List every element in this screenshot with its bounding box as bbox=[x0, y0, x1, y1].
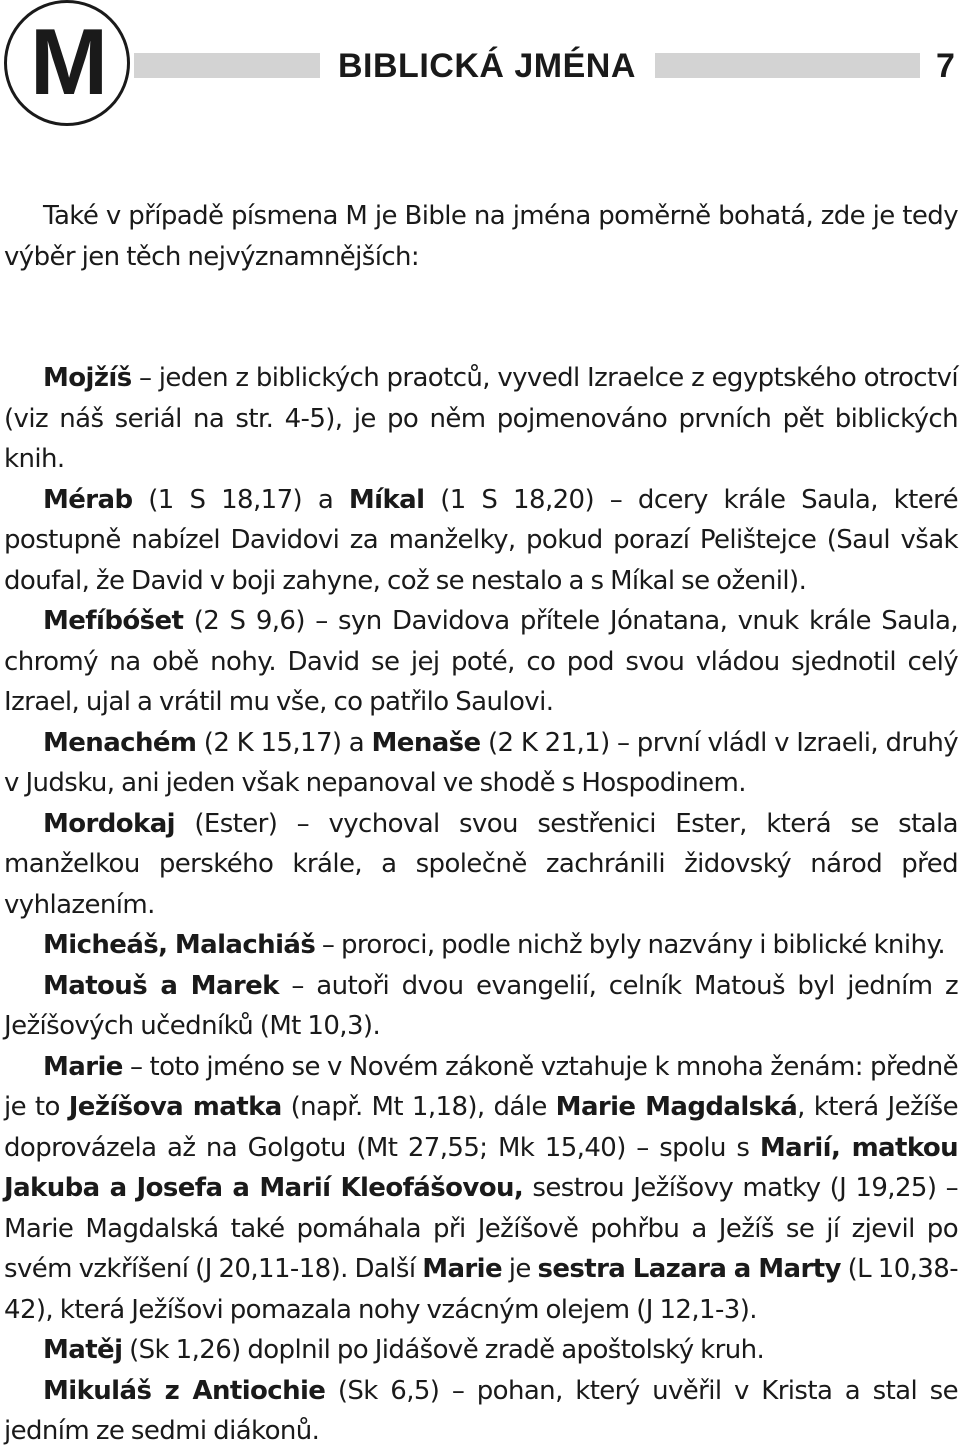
entry-text: (Sk 6,5) – pohan, který uvěřil v Krista a stal se jedním ze sedmi diákonů. bbox=[4, 1375, 958, 1446]
entry-name: Mordokaj bbox=[43, 808, 175, 839]
entry-micheas-malachias bbox=[4, 925, 958, 966]
entry-name: Menachém bbox=[43, 727, 197, 758]
entry-name: Marie bbox=[422, 1254, 502, 1284]
entry-mikulas bbox=[4, 1371, 958, 1452]
section-letter-badge bbox=[4, 0, 130, 126]
entry-name: Matouš a Marek bbox=[43, 970, 279, 1001]
entry-text: je bbox=[501, 1254, 538, 1284]
entry-merab-mikal bbox=[4, 480, 958, 602]
entry-matej bbox=[4, 1330, 958, 1371]
entry-text: (2 K 15,17) a bbox=[196, 727, 372, 758]
entry-text: (L 10,38-42), která Ježíšovi pomazala nohy vzácným olejem (J 12,1-3). bbox=[4, 1254, 958, 1325]
intro-paragraph: Také v případě písmena M je Bible na jména poměrně bohatá, zde je tedy výběr jen těch nejvýznamnějších: bbox=[4, 201, 958, 272]
entry-menachem-menase bbox=[4, 723, 958, 804]
entry-text: , která Ježíše doprovázela až na Golgotu (Mt 27,55; Mk 15,40) – spolu s bbox=[4, 1092, 958, 1163]
entry-matous-marek bbox=[4, 966, 958, 1047]
page-header bbox=[0, 0, 960, 135]
header-bar-left bbox=[134, 53, 320, 78]
entry-text: – jeden z biblických praotců, vyvedl Izraelce z egyptského otroctví (viz náš seriál na str. 4-5), je po něm pojmenováno prvních pět biblických knih. bbox=[4, 363, 958, 474]
entry-name: Mojžíš bbox=[43, 363, 132, 393]
entry-name: Marií, matkou Jakuba a Josefa a Marií Kleofášovou, bbox=[4, 1132, 958, 1203]
entry-name: Mefíbóšet bbox=[43, 606, 184, 636]
section-title: BIBLICKÁ JMÉNA bbox=[338, 47, 636, 85]
entry-text: (1 S 18,20) – dcery krále Saula, které postupně nabízel Davidovi za manželky, pokud porazí Pelištejce (Saul však doufal, že David v boji zahyne, což se nestalo a s Míkal se oženil). bbox=[4, 484, 958, 596]
header-bar-right bbox=[655, 53, 920, 78]
entry-name: Menaše bbox=[371, 727, 481, 758]
entry-marie bbox=[4, 1047, 958, 1331]
entry-name: sestra Lazara a Marty bbox=[537, 1254, 841, 1284]
entry-name: Matěj bbox=[43, 1335, 123, 1365]
entry-name: Ježíšova matka bbox=[68, 1092, 282, 1122]
entry-name: Míkal bbox=[348, 484, 425, 515]
entry-text: (Sk 1,26) doplnil po Jidášově zradě apoštolský kruh. bbox=[122, 1335, 765, 1365]
entry-name: Mikuláš z Antiochie bbox=[43, 1375, 326, 1406]
entry-mefiboset bbox=[4, 601, 958, 723]
entry-text: – toto jméno se v Novém zákoně vztahuje k mnoha ženám: předně je to bbox=[4, 1051, 958, 1122]
page-number: 7 bbox=[936, 47, 955, 85]
entry-text: (1 S 18,17) a bbox=[132, 484, 349, 515]
entry-name: Micheáš, Malachiáš bbox=[43, 930, 316, 960]
entry-text: – autoři dvou evangelií, celník Matouš byl jedním z Ježíšových učedníků (Mt 10,3). bbox=[4, 970, 958, 1041]
entry-name: Mérab bbox=[43, 484, 133, 515]
entry-text: (2 K 21,1) – první vládl v Izraeli, druhý v Judsku, ani jeden však nepanoval ve shodě s Hospodinem. bbox=[4, 727, 958, 798]
entry-mojzis bbox=[4, 358, 958, 480]
entry-text: (2 S 9,6) – syn Davidova přítele Jónatana, vnuk krále Saula, chromý na obě nohy. David se jej poté, co pod svou vládou sjednotil celý Izrael, ujal a vrátil mu vše, co patřilo Saulovi. bbox=[4, 606, 958, 717]
entry-mordokaj bbox=[4, 804, 958, 926]
entry-name: Marie bbox=[43, 1051, 123, 1082]
article-body bbox=[4, 196, 958, 1452]
section-letter: M bbox=[29, 9, 105, 114]
entry-text: (např. Mt 1,18), dále bbox=[281, 1092, 556, 1122]
entry-name: Marie Magdalská bbox=[555, 1092, 798, 1122]
entry-text: sestrou Ježíšovy matky (J 19,25) – Marie Magdalská také pomáhala při Ježíšově pohřbu a Ježíš se jí zjevil po svém vzkříšení (J 20,11-18). Další bbox=[4, 1173, 958, 1284]
entry-text: (Ester) – vychoval svou sestřenici Ester, která se stala manželkou perského krále, a společně zachránili židovský národ před vyhlazením. bbox=[4, 808, 958, 920]
entry-text: – proroci, podle nichž byly nazvány i biblické knihy. bbox=[315, 930, 946, 960]
